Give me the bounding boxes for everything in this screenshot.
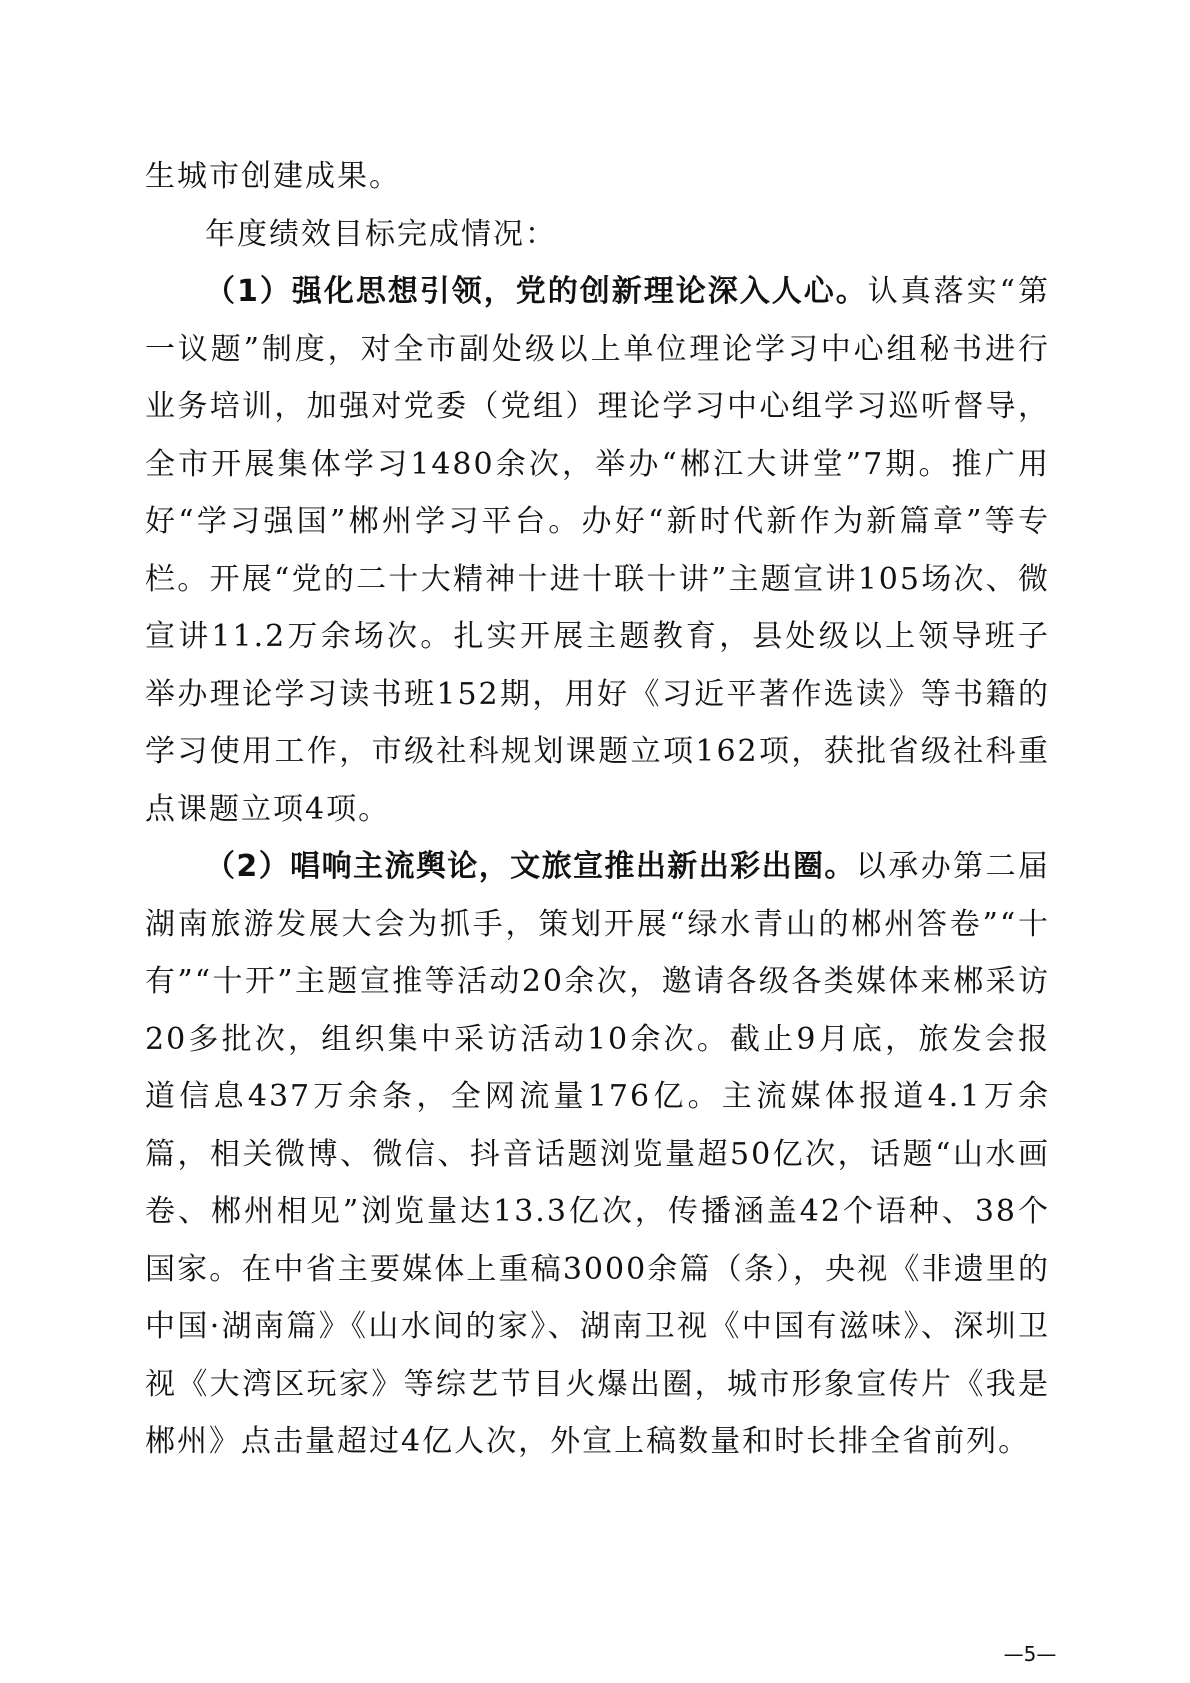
- document-body: [145, 148, 1050, 1471]
- paragraph-2: [145, 838, 1050, 1471]
- paragraph-1: [145, 263, 1050, 838]
- paragraph-1-heading: （1）强化思想引领，党的创新理论深入人心。: [205, 274, 868, 309]
- paragraph-2-text: 以承办第二届湖南旅游发展大会为抓手，策划开展“绿水青山的郴州答卷”“十有”“十开”主题宣推等活动20余次，邀请各级各类媒体来郴采访20多批次，组织集中采访活动10余次。截止9月底，旅发会报道信息437万余条，全网流量176亿。主流媒体报道4.1万余篇，相关微博、微信、抖音话题浏览量超50亿次，话题“山水画卷、郴州相见”浏览量达13.3亿次，传播涵盖42个语种、38个国家。在中省主要媒体上重稿3000余篇（条），央视《非遗里的中国·湖南篇》《山水间的家》、湖南卫视《中国有滋味》、深圳卫视《大湾区玩家》等综艺节目火爆出圈，城市形象宣传片《我是郴州》点击量超过4亿人次，外宣上稿数量和时长排全省前列。: [145, 849, 1050, 1459]
- section-heading: 年度绩效目标完成情况：: [205, 216, 557, 252]
- paragraph-2-heading: （2）唱响主流舆论，文旅宣推出新出彩出圈。: [205, 849, 856, 884]
- lead-line: 生城市创建成果。: [145, 159, 401, 194]
- paragraph-1-text: 认真落实“第一议题”制度，对全市副处级以上单位理论学习中心组秘书进行业务培训，加强对党委（党组）理论学习中心组学习巡听督导，全市开展集体学习1480余次，举办“郴江大讲堂”7期。推广用好“学习强国”郴州学习平台。办好“新时代新作为新篇章”等专栏。开展“党的二十大精神十进十联十讲”主题宣讲105场次、微宣讲11.2万余场次。扎实开展主题教育，县处级以上领导班子举办理论学习读书班152期，用好《习近平著作选读》等书籍的学习使用工作，市级社科规划课题立项162项，获批省级社科重点课题立项4项。: [145, 274, 1050, 827]
- page-number: —5—: [1003, 1642, 1057, 1666]
